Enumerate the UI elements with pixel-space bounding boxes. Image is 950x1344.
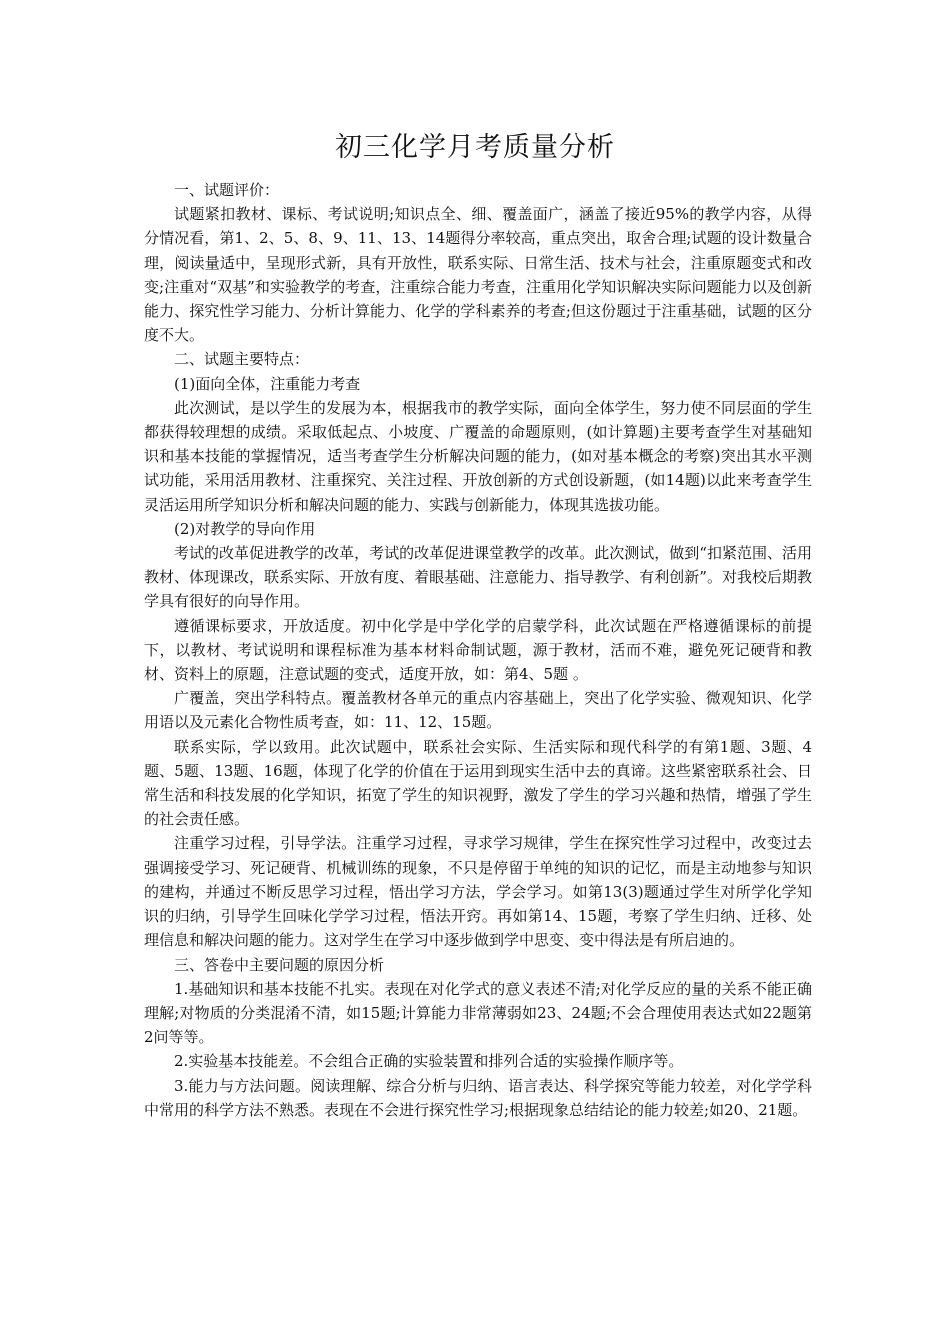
document-title: 初三化学月考质量分析	[335, 132, 615, 163]
paragraph-learning-process: 注重学习过程，引导学法。注重学习过程，寻求学习规律，学生在探究性学习过程中，改变过去强调接受学习、死记硬背、机械训练的现象，不只是停留于单纯的知识的记忆，而是主动地参与知识的建构，并通过不断反思学习过程，悟出学习方法，学会学习。如第13(3)题通过学生对所学化学知识的归纳，引导学生回味化学学习过程，悟法开窍。再如第14、15题，考察了学生归纳、迁移、处理信息和解决问题的能力。这对学生在学习中逐步做到学中思变、变中得法是有所启迪的。	[144, 834, 812, 950]
section-heading-problems: 三、答卷中主要问题的原因分析	[174, 955, 385, 974]
section-heading-features: 二、试题主要特点：	[174, 350, 310, 369]
paragraph-curriculum: 遵循课标要求，开放适度。初中化学是中学化学的启蒙学科，此次试题在严格遵循课标的前提下，以教材、考试说明和课程标准为基本材料命制试题，源于教材，活而不难，避免死记硬背和教材、资料上的原题，注意试题的变式，适度开放，如：第4、5题 。	[144, 616, 812, 684]
subheading-feature-2: (2)对教学的导向作用	[174, 519, 316, 538]
paragraph-coverage: 广覆盖，突出学科特点。覆盖教材各单元的重点内容基础上，突出了化学实验、微观知识、化学用语以及元素化合物性质考查，如：11、12、15题。	[144, 689, 812, 732]
document-body	[144, 178, 812, 1122]
paragraph-problem-1: 1.基础知识和基本技能不扎实。表现在对化学式的意义表述不清;对化学反应的量的关系不能正确理解;对物质的分类混淆不清，如15题;计算能力非常薄弱如23、24题;不会合理使用表达式如22题第2问等等。	[144, 979, 812, 1047]
paragraph-practical: 联系实际，学以致用。此次试题中，联系社会实际、生活实际和现代科学的有第1题、3题、4题、5题、13题、16题，体现了化学的价值在于运用到现实生活中去的真谛。这些紧密联系社会、日常生活和科技发展的化学知识，拓宽了学生的知识视野，激发了学生的学习兴趣和热情，增强了学生的社会责任感。	[144, 737, 812, 829]
paragraph-problem-3: 3.能力与方法问题。阅读理解、综合分析与归纳、语言表达、科学探究等能力较差，对化学学科中常用的科学方法不熟悉。表现在不会进行探究性学习;根据现象总结结论的能力较差;如20、21题。	[144, 1076, 812, 1119]
paragraph-feature-2: 考试的改革促进教学的改革，考试的改革促进课堂教学的改革。此次测试，做到“扣紧范围、活用教材、体现课改，联系实际、开放有度、着眼基础、注意能力、指导教学、有利创新”。对我校后期教学具有很好的向导作用。	[144, 544, 812, 611]
paragraph-problem-2: 2.实验基本技能差。不会组合正确的实验装置和排列合适的实验操作顺序等。	[174, 1052, 684, 1071]
paragraph-feature-1: 此次测试，是以学生的发展为本，根据我市的教学实际，面向全体学生，努力使不同层面的学生都获得较理想的成绩。采取低起点、小坡度、广覆盖的命题原则，(如计算题)主要考查学生对基础知识和基本技能的掌握情况，适当考查学生分析解决问题的能力，(如对基本概念的考察)突出其水平测试功能，采用活用教材、注重探究、关注过程、开放创新的方式创设新题，(如14题)以此来考查学生灵活运用所学知识分析和解决问题的能力、实践与创新能力，体现其选拔功能。	[144, 398, 812, 514]
subheading-feature-1: (1)面向全体，注重能力考查	[174, 374, 361, 393]
section-heading-evaluation: 一、试题评价：	[174, 181, 280, 199]
paragraph-evaluation: 试题紧扣教材、课标、考试说明;知识点全、细、覆盖面广，涵盖了接近95%的教学内容，从得分情况看，第1、2、5、8、9、11、13、14题得分率较高，重点突出，取舍合理;试题的设计数量合理，阅读量适中，呈现形式新，具有开放性，联系实际、日常生活、技术与社会，注重原题变式和改变;注重对“双基”和实验教学的考查，注重综合能力考查，注重用化学知识解决实际问题能力以及创新能力、探究性学习能力、分析计算能力、化学的学科素养的考查;但这份题过于注重基础，试题的区分度不大。	[144, 205, 812, 345]
